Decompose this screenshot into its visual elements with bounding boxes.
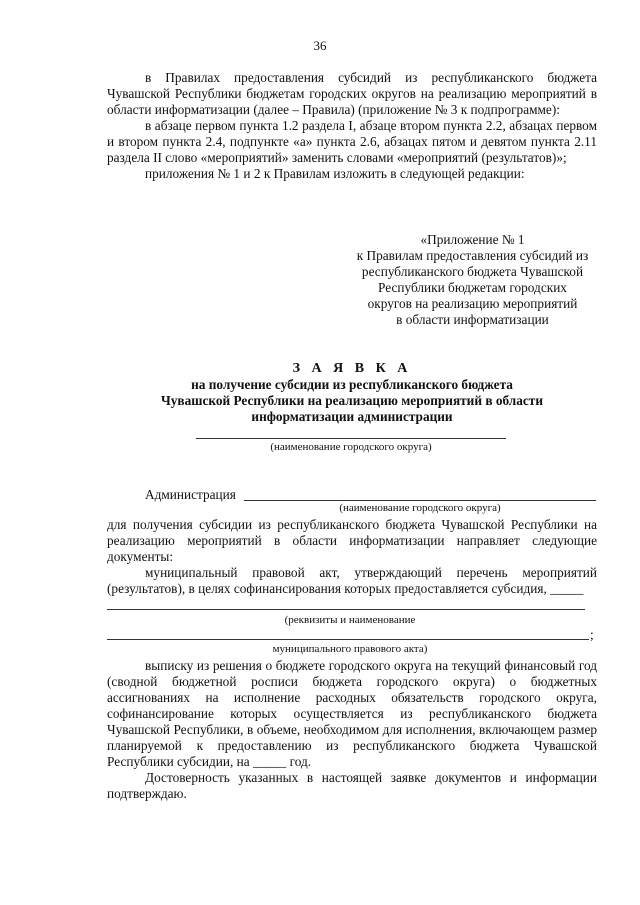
appendix-line: «Приложение № 1 [420, 232, 525, 247]
appendix-line: Республики бюджетам городских [378, 280, 567, 295]
act-requisites-caption: (реквизиты и наименование [284, 614, 416, 626]
appendix-header [335, 232, 610, 328]
title-line: на получение субсидии из республиканского бюджета [191, 377, 513, 392]
intro-section [107, 70, 597, 182]
admin-label: Администрация [145, 487, 236, 502]
admin-section [107, 517, 597, 597]
appendix-line: к Правилам предоставления субсидий из [356, 248, 589, 263]
title-heading: З А Я В К А [292, 361, 412, 376]
intro-paragraph-3: приложения № 1 и 2 к Правилам изложить в следующей редакции: [145, 166, 525, 181]
intro-paragraph-1: в Правилах предоставления субсидий из республиканского бюджета Чувашской Республики бюджетам городских округов на реализацию мероприятий в области информатизации (далее – Правила) (приложение № 3 к подпрограмме): [107, 70, 597, 117]
admin-paragraph: для получения субсидии из республиканского бюджета Чувашской Республики на реализацию мероприятий в области информатизации направляет следующие документы: [107, 517, 597, 564]
act-name-line [107, 627, 589, 640]
document-title [107, 361, 597, 425]
appendix-line: округов на реализацию мероприятий [367, 296, 578, 311]
act-name-caption: муниципального правового акта) [272, 643, 428, 655]
appendix-line: в области информатизации [396, 312, 549, 327]
appendix-line: республиканского бюджета Чувашской [361, 264, 584, 279]
intro-paragraph-2: в абзаце первом пункта 1.2 раздела I, абзаце втором пункта 2.2, абзацах первом и втором пункта 2.4, подпункте «а» пункта 2.6, абзацах пятом и девятом пункта 2.11 раздела II слово «мероприятий» заменить словами «мероприятий (результатов)»; [107, 118, 597, 165]
district-name-caption: (наименование городского округа) [270, 441, 432, 453]
confirm-paragraph: Достоверность указанных в настоящей заявке документов и информации подтверждаю. [107, 770, 597, 801]
district-name-line [196, 426, 506, 439]
title-line: Чувашской Республики на реализацию мероприятий в области [161, 393, 543, 408]
act-requisites-line [107, 597, 585, 610]
admin-name-caption: (наименование городского округа) [339, 502, 501, 514]
admin-name-line [244, 486, 596, 501]
page-number: 36 [313, 38, 327, 53]
title-line: информатизации администрации [251, 409, 453, 424]
closing-section [107, 658, 597, 802]
semicolon: ; [590, 627, 594, 642]
act-paragraph: муниципальный правовой акт, утверждающий перечень мероприятий (результатов), в целях софинансирования которых предоставляется субсидия, _____ [107, 565, 597, 596]
extract-paragraph: выписку из решения о бюджете городского округа на текущий финансовый год (сводной бюджетной росписи бюджета городского округа) о бюджетных ассигнованиях на исполнение расходных обязательств городского округа, софинансирование которых осуществляется из республиканского бюджета Чувашской Республики, в объеме, необходимом для исполнения, включающем размер планируемой к предоставлению из республиканского бюджета Чувашской Республики субсидии, на _____ год. [107, 658, 597, 769]
